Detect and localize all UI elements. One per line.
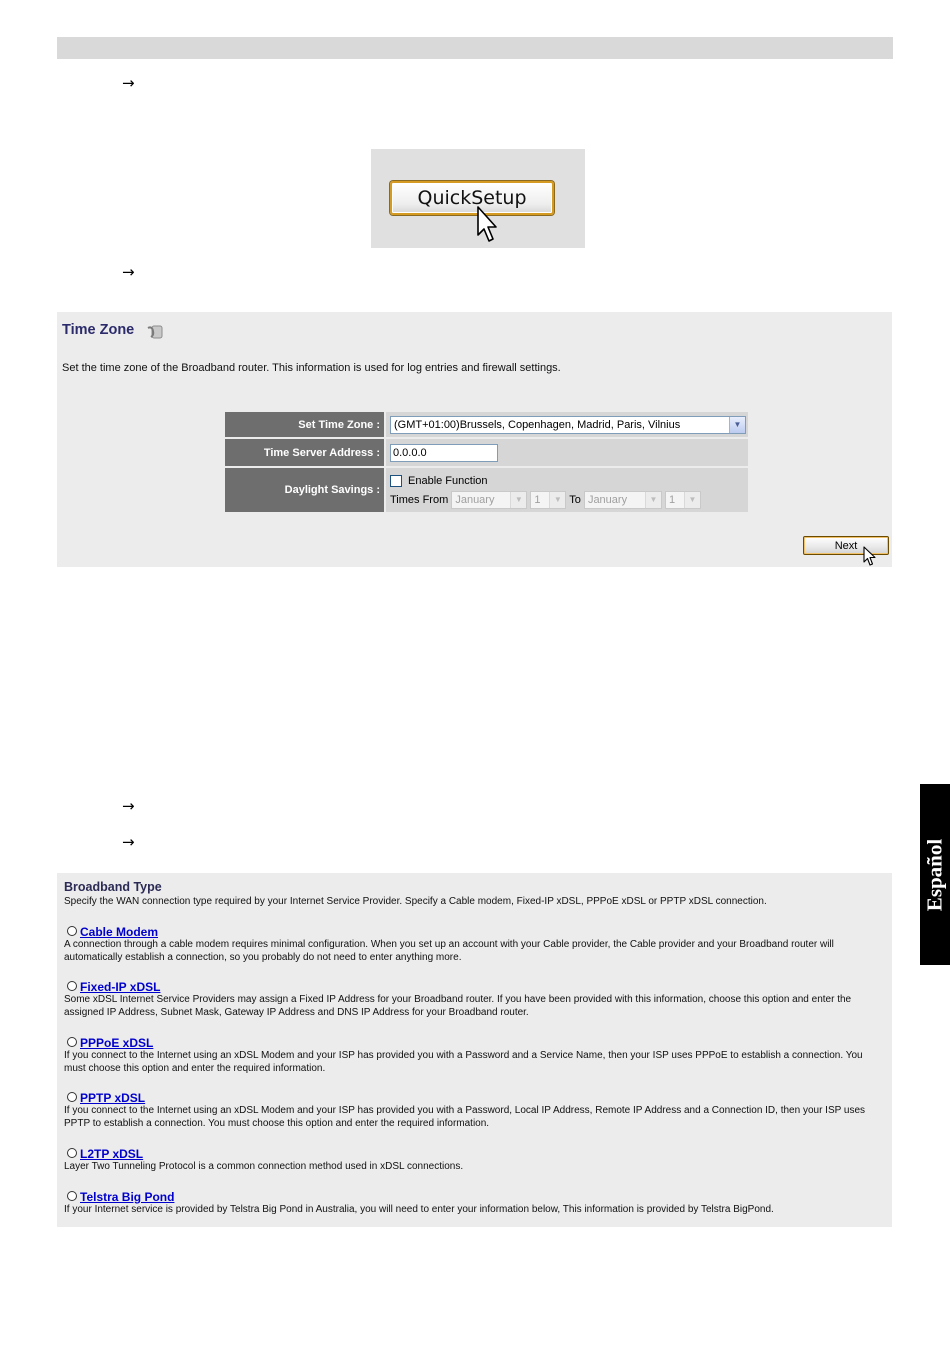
chevron-down-icon: ▼ xyxy=(510,492,526,508)
time-server-input[interactable] xyxy=(390,444,498,462)
chevron-down-icon: ▼ xyxy=(729,417,745,433)
arrow-4: → xyxy=(122,833,135,851)
time-zone-description: Set the time zone of the Broadband router. This information is used for log entries and firewall settings. xyxy=(62,362,561,374)
times-from-label: Times From xyxy=(390,494,449,506)
cable-modem-link[interactable]: Cable Modem xyxy=(80,924,159,939)
telstra-big-pond-radio[interactable] xyxy=(67,1191,77,1201)
broadband-type-panel xyxy=(57,873,892,1227)
option-l2tp-xdsl xyxy=(64,1145,886,1173)
quick-setup-screenshot xyxy=(371,149,585,248)
arrow-3: → xyxy=(122,797,135,815)
chevron-down-icon: ▼ xyxy=(549,492,565,508)
option-telstra-big-pond xyxy=(64,1188,886,1216)
help-icon[interactable] xyxy=(147,325,163,339)
enable-function-label: Enable Function xyxy=(408,475,488,487)
chevron-down-icon: ▼ xyxy=(645,492,661,508)
cable-modem-radio[interactable] xyxy=(67,926,77,936)
time-zone-select-value: (GMT+01:00)Brussels, Copenhagen, Madrid, Paris, Vilnius xyxy=(394,418,681,431)
pppoe-xdsl-text: If you connect to the Internet using an xDSL Modem and your ISP has provided you with a Password and a Service Name, then your ISP uses PPPoE to establish a connection. You must choose this option and enter the required information. xyxy=(64,1050,863,1074)
arrow-2: → xyxy=(122,263,135,281)
l2tp-xdsl-link[interactable]: L2TP xDSL xyxy=(80,1146,144,1161)
set-time-zone-label: Set Time Zone : xyxy=(225,412,386,437)
to-day-value: 1 xyxy=(669,494,676,507)
next-button[interactable]: Next xyxy=(803,536,889,555)
quick-setup-button[interactable]: QuickSetup xyxy=(390,181,554,215)
daylight-savings-label: Daylight Savings : xyxy=(225,468,386,512)
arrow-1: → xyxy=(122,74,135,92)
to-month-select[interactable] xyxy=(584,491,662,509)
pppoe-xdsl-radio[interactable] xyxy=(67,1037,77,1047)
pptp-xdsl-link[interactable]: PPTP xDSL xyxy=(80,1090,146,1105)
time-zone-panel xyxy=(57,312,892,567)
fixed-ip-xdsl-link[interactable]: Fixed-IP xDSL xyxy=(80,979,161,994)
time-zone-title: Time Zone xyxy=(62,322,135,338)
broadband-type-title: Broadband Type xyxy=(64,880,162,894)
pptp-xdsl-text: If you connect to the Internet using an xDSL Modem and your ISP has provided you with a Password, Local IP Address, Remote IP Address and a Connection ID, then your ISP uses PPTP to establish a connection. You must choose this option and enter the required information. xyxy=(64,1105,866,1129)
language-tab-label: Español xyxy=(922,838,947,911)
option-pptp-xdsl xyxy=(64,1089,886,1130)
pptp-xdsl-radio[interactable] xyxy=(67,1092,77,1102)
mouse-cursor-icon xyxy=(863,546,877,568)
to-label: To xyxy=(569,494,581,506)
from-month-select[interactable] xyxy=(451,491,527,509)
time-zone-form xyxy=(225,410,748,514)
telstra-big-pond-text: If your Internet service is provided by Telstra Big Pond in Australia, you will need to enter your information below, This information is provided by Telstra BigPond. xyxy=(64,1204,774,1215)
cable-modem-text: A connection through a cable modem requires minimal configuration. When you set up an account with your Cable provider, the Cable provider and your Broadband router will automatically establish a connection, so you probably do not need to enter anything more. xyxy=(64,939,834,963)
to-day-select[interactable] xyxy=(665,491,701,509)
l2tp-xdsl-text: Layer Two Tunneling Protocol is a common connection method used in xDSL connections. xyxy=(64,1161,464,1172)
from-day-select[interactable] xyxy=(530,491,566,509)
fixed-ip-xdsl-text: Some xDSL Internet Service Providers may assign a Fixed IP Address for your Broadband router. If you have been provided with this information, choose this option and enter the assigned IP Address, Subnet Mask, Gateway IP Address and DNS IP Address for your Broadband router. xyxy=(64,994,852,1018)
header-bar xyxy=(57,37,893,59)
to-month-value: January xyxy=(587,494,628,507)
chevron-down-icon: ▼ xyxy=(684,492,700,508)
broadband-type-description: Specify the WAN connection type required by your Internet Service Provider. Specify a Cable modem, Fixed-IP xDSL, PPPoE xDSL or PPTP xDSL connection. xyxy=(64,896,767,907)
from-month-value: January xyxy=(455,494,495,507)
option-cable-modem xyxy=(64,923,886,964)
telstra-big-pond-link[interactable]: Telstra Big Pond xyxy=(80,1189,175,1204)
fixed-ip-xdsl-radio[interactable] xyxy=(67,981,77,991)
option-fixed-ip-xdsl xyxy=(64,978,886,1019)
language-tab xyxy=(920,784,950,965)
time-server-label: Time Server Address : xyxy=(225,439,386,466)
time-zone-select[interactable] xyxy=(390,416,746,434)
pppoe-xdsl-link[interactable]: PPPoE xDSL xyxy=(80,1035,154,1050)
enable-function-checkbox[interactable] xyxy=(390,475,402,487)
mouse-cursor-icon xyxy=(476,205,498,245)
option-pppoe-xdsl xyxy=(64,1034,886,1075)
l2tp-xdsl-radio[interactable] xyxy=(67,1148,77,1158)
from-day-value: 1 xyxy=(534,494,541,507)
